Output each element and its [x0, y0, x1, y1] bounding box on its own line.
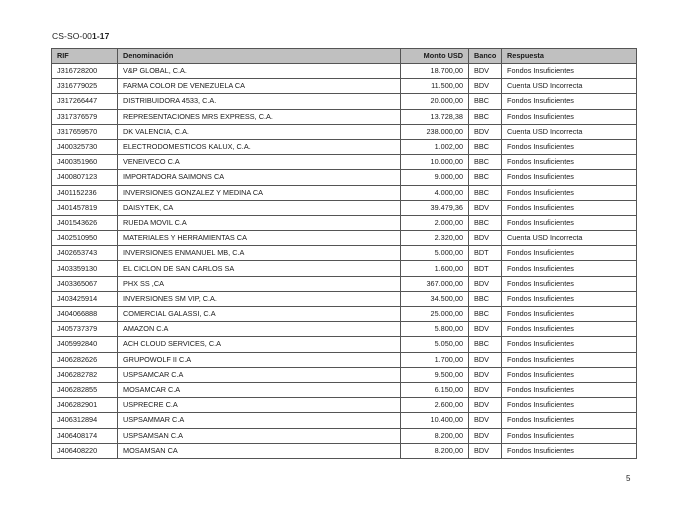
table-row	[52, 443, 637, 458]
table-row	[52, 231, 637, 246]
cell-respuesta: Fondos Insuficientes	[502, 94, 637, 109]
cell-respuesta: Cuenta USD Incorrecta	[502, 124, 637, 139]
cell-rif: J316779025	[52, 79, 118, 94]
cell-banco: BDV	[469, 398, 502, 413]
cell-denominacion: DAISYTEK, CA	[118, 200, 401, 215]
cell-monto-usd: 5.800,00	[401, 322, 469, 337]
cell-monto-usd: 367.000,00	[401, 276, 469, 291]
cell-rif: J405992840	[52, 337, 118, 352]
cell-rif: J401457819	[52, 200, 118, 215]
cell-rif: J406282855	[52, 382, 118, 397]
cell-monto-usd: 1.700,00	[401, 352, 469, 367]
cell-denominacion: INVERSIONES ENMANUEL MB, C.A	[118, 246, 401, 261]
cell-monto-usd: 9.500,00	[401, 367, 469, 382]
cell-denominacion: INVERSIONES SM VIP, C.A.	[118, 291, 401, 306]
cell-banco: BDV	[469, 352, 502, 367]
column-header-respuesta: Respuesta	[502, 49, 637, 64]
cell-denominacion: PHX SS ,CA	[118, 276, 401, 291]
cell-respuesta: Cuenta USD Incorrecta	[502, 231, 637, 246]
cell-monto-usd: 6.150,00	[401, 382, 469, 397]
table-row	[52, 79, 637, 94]
cell-banco: BDV	[469, 64, 502, 79]
cell-rif: J406282782	[52, 367, 118, 382]
cell-rif: J406282901	[52, 398, 118, 413]
cell-respuesta: Fondos Insuficientes	[502, 428, 637, 443]
cell-respuesta: Fondos Insuficientes	[502, 276, 637, 291]
cell-rif: J401543626	[52, 215, 118, 230]
cell-monto-usd: 9.000,00	[401, 170, 469, 185]
cell-monto-usd: 18.700,00	[401, 64, 469, 79]
table-body	[52, 64, 637, 459]
cell-denominacion: REPRESENTACIONES MRS EXPRESS, C.A.	[118, 109, 401, 124]
cell-banco: BBC	[469, 291, 502, 306]
cell-monto-usd: 4.000,00	[401, 185, 469, 200]
cell-rif: J317659570	[52, 124, 118, 139]
cell-monto-usd: 25.000,00	[401, 307, 469, 322]
cell-rif: J406408174	[52, 428, 118, 443]
table-row	[52, 170, 637, 185]
table-row	[52, 428, 637, 443]
cell-rif: J403425914	[52, 291, 118, 306]
cell-monto-usd: 10.000,00	[401, 155, 469, 170]
cell-monto-usd: 2.000,00	[401, 215, 469, 230]
cell-banco: BBC	[469, 139, 502, 154]
cell-denominacion: USPSAMSAN C.A	[118, 428, 401, 443]
cell-monto-usd: 2.600,00	[401, 398, 469, 413]
cell-rif: J317266447	[52, 94, 118, 109]
cell-denominacion: EL CICLON DE SAN CARLOS SA	[118, 261, 401, 276]
cell-rif: J406408220	[52, 443, 118, 458]
cell-denominacion: ACH CLOUD SERVICES, C.A	[118, 337, 401, 352]
cell-denominacion: VENEIVECO C.A	[118, 155, 401, 170]
cell-banco: BDV	[469, 367, 502, 382]
cell-denominacion: RUEDA MOVIL C.A	[118, 215, 401, 230]
cell-denominacion: GRUPOWOLF II C.A	[118, 352, 401, 367]
column-header-denominacion: Denominación	[118, 49, 401, 64]
table-row	[52, 307, 637, 322]
cell-banco: BBC	[469, 307, 502, 322]
table-row	[52, 413, 637, 428]
page-number: 5	[626, 474, 631, 483]
cell-rif: J401152236	[52, 185, 118, 200]
cell-monto-usd: 2.320,00	[401, 231, 469, 246]
cell-respuesta: Fondos Insuficientes	[502, 337, 637, 352]
cell-monto-usd: 1.002,00	[401, 139, 469, 154]
cell-banco: BBC	[469, 109, 502, 124]
cell-respuesta: Fondos Insuficientes	[502, 155, 637, 170]
cell-rif: J400351960	[52, 155, 118, 170]
cell-monto-usd: 5.050,00	[401, 337, 469, 352]
table-row	[52, 322, 637, 337]
cell-respuesta: Fondos Insuficientes	[502, 261, 637, 276]
cell-respuesta: Fondos Insuficientes	[502, 352, 637, 367]
document-code	[52, 31, 109, 41]
table-row	[52, 337, 637, 352]
cell-respuesta: Fondos Insuficientes	[502, 398, 637, 413]
cell-monto-usd: 20.000,00	[401, 94, 469, 109]
cell-respuesta: Fondos Insuficientes	[502, 367, 637, 382]
cell-monto-usd: 34.500,00	[401, 291, 469, 306]
cell-banco: BDV	[469, 231, 502, 246]
cell-respuesta: Fondos Insuficientes	[502, 246, 637, 261]
cell-rif: J405737379	[52, 322, 118, 337]
cell-banco: BBC	[469, 215, 502, 230]
table-row	[52, 382, 637, 397]
cell-respuesta: Fondos Insuficientes	[502, 291, 637, 306]
cell-rif: J400807123	[52, 170, 118, 185]
cell-denominacion: DISTRIBUIDORA 4533, C.A.	[118, 94, 401, 109]
cell-monto-usd: 13.728,38	[401, 109, 469, 124]
cell-banco: BDV	[469, 200, 502, 215]
table-row	[52, 200, 637, 215]
cell-denominacion: MOSAMCAR C.A	[118, 382, 401, 397]
cell-banco: BDV	[469, 124, 502, 139]
cell-respuesta: Fondos Insuficientes	[502, 170, 637, 185]
cell-monto-usd: 10.400,00	[401, 413, 469, 428]
table-row	[52, 291, 637, 306]
column-header-rif: RIF	[52, 49, 118, 64]
table-row	[52, 64, 637, 79]
cell-rif: J404066888	[52, 307, 118, 322]
cell-banco: BDV	[469, 322, 502, 337]
cell-banco: BBC	[469, 170, 502, 185]
cell-respuesta: Fondos Insuficientes	[502, 64, 637, 79]
cell-banco: BBC	[469, 155, 502, 170]
cell-monto-usd: 238.000,00	[401, 124, 469, 139]
cell-banco: BDV	[469, 276, 502, 291]
cell-respuesta: Fondos Insuficientes	[502, 382, 637, 397]
table-row	[52, 276, 637, 291]
cell-denominacion: COMERCIAL GALASSI, C.A	[118, 307, 401, 322]
cell-banco: BBC	[469, 94, 502, 109]
table-row	[52, 109, 637, 124]
table-row	[52, 139, 637, 154]
cell-banco: BDT	[469, 246, 502, 261]
cell-denominacion: DK VALENCIA, C.A.	[118, 124, 401, 139]
table-row	[52, 94, 637, 109]
table-row	[52, 367, 637, 382]
cell-banco: BBC	[469, 185, 502, 200]
document-code-suffix: 1-17	[92, 31, 110, 41]
cell-denominacion: FARMA COLOR DE VENEZUELA CA	[118, 79, 401, 94]
cell-denominacion: MATERIALES Y HERRAMIENTAS CA	[118, 231, 401, 246]
cell-rif: J317376579	[52, 109, 118, 124]
cell-banco: BBC	[469, 337, 502, 352]
cell-denominacion: USPSAMMAR C.A	[118, 413, 401, 428]
cell-respuesta: Fondos Insuficientes	[502, 185, 637, 200]
table-row	[52, 124, 637, 139]
document-code-prefix: CS-SO-00	[52, 31, 93, 41]
cell-banco: BDV	[469, 79, 502, 94]
table-row	[52, 155, 637, 170]
cell-respuesta: Fondos Insuficientes	[502, 200, 637, 215]
table-header-row	[52, 49, 637, 64]
cell-banco: BDV	[469, 428, 502, 443]
cell-monto-usd: 8.200,00	[401, 443, 469, 458]
cell-rif: J400325730	[52, 139, 118, 154]
table-row	[52, 185, 637, 200]
table-row	[52, 246, 637, 261]
cell-respuesta: Fondos Insuficientes	[502, 215, 637, 230]
cell-banco: BDV	[469, 443, 502, 458]
cell-monto-usd: 1.600,00	[401, 261, 469, 276]
cell-respuesta: Fondos Insuficientes	[502, 443, 637, 458]
cell-rif: J403365067	[52, 276, 118, 291]
cell-denominacion: USPRECRE C.A	[118, 398, 401, 413]
cell-rif: J316728200	[52, 64, 118, 79]
cell-denominacion: INVERSIONES GONZALEZ Y MEDINA CA	[118, 185, 401, 200]
cell-rif: J406282626	[52, 352, 118, 367]
cell-respuesta: Fondos Insuficientes	[502, 413, 637, 428]
table-row	[52, 215, 637, 230]
cell-monto-usd: 11.500,00	[401, 79, 469, 94]
cell-rif: J406312894	[52, 413, 118, 428]
cell-monto-usd: 8.200,00	[401, 428, 469, 443]
cell-respuesta: Fondos Insuficientes	[502, 109, 637, 124]
cell-respuesta: Fondos Insuficientes	[502, 322, 637, 337]
cell-rif: J402653743	[52, 246, 118, 261]
cell-denominacion: USPSAMCAR C.A	[118, 367, 401, 382]
table-row	[52, 352, 637, 367]
cell-denominacion: AMAZON C.A	[118, 322, 401, 337]
cell-respuesta: Fondos Insuficientes	[502, 139, 637, 154]
cell-respuesta: Cuenta USD Incorrecta	[502, 79, 637, 94]
cell-denominacion: MOSAMSAN CA	[118, 443, 401, 458]
cell-banco: BDV	[469, 382, 502, 397]
cell-denominacion: ELECTRODOMESTICOS KALUX, C.A.	[118, 139, 401, 154]
cell-rif: J402510950	[52, 231, 118, 246]
cell-banco: BDV	[469, 413, 502, 428]
table-row	[52, 261, 637, 276]
payments-table	[51, 48, 637, 459]
cell-monto-usd: 39.479,36	[401, 200, 469, 215]
cell-rif: J403359130	[52, 261, 118, 276]
column-header-monto-usd: Monto USD	[401, 49, 469, 64]
cell-denominacion: IMPORTADORA SAIMONS CA	[118, 170, 401, 185]
cell-banco: BDT	[469, 261, 502, 276]
table-row	[52, 398, 637, 413]
cell-denominacion: V&P GLOBAL, C.A.	[118, 64, 401, 79]
cell-monto-usd: 5.000,00	[401, 246, 469, 261]
column-header-banco: Banco	[469, 49, 502, 64]
cell-respuesta: Fondos Insuficientes	[502, 307, 637, 322]
